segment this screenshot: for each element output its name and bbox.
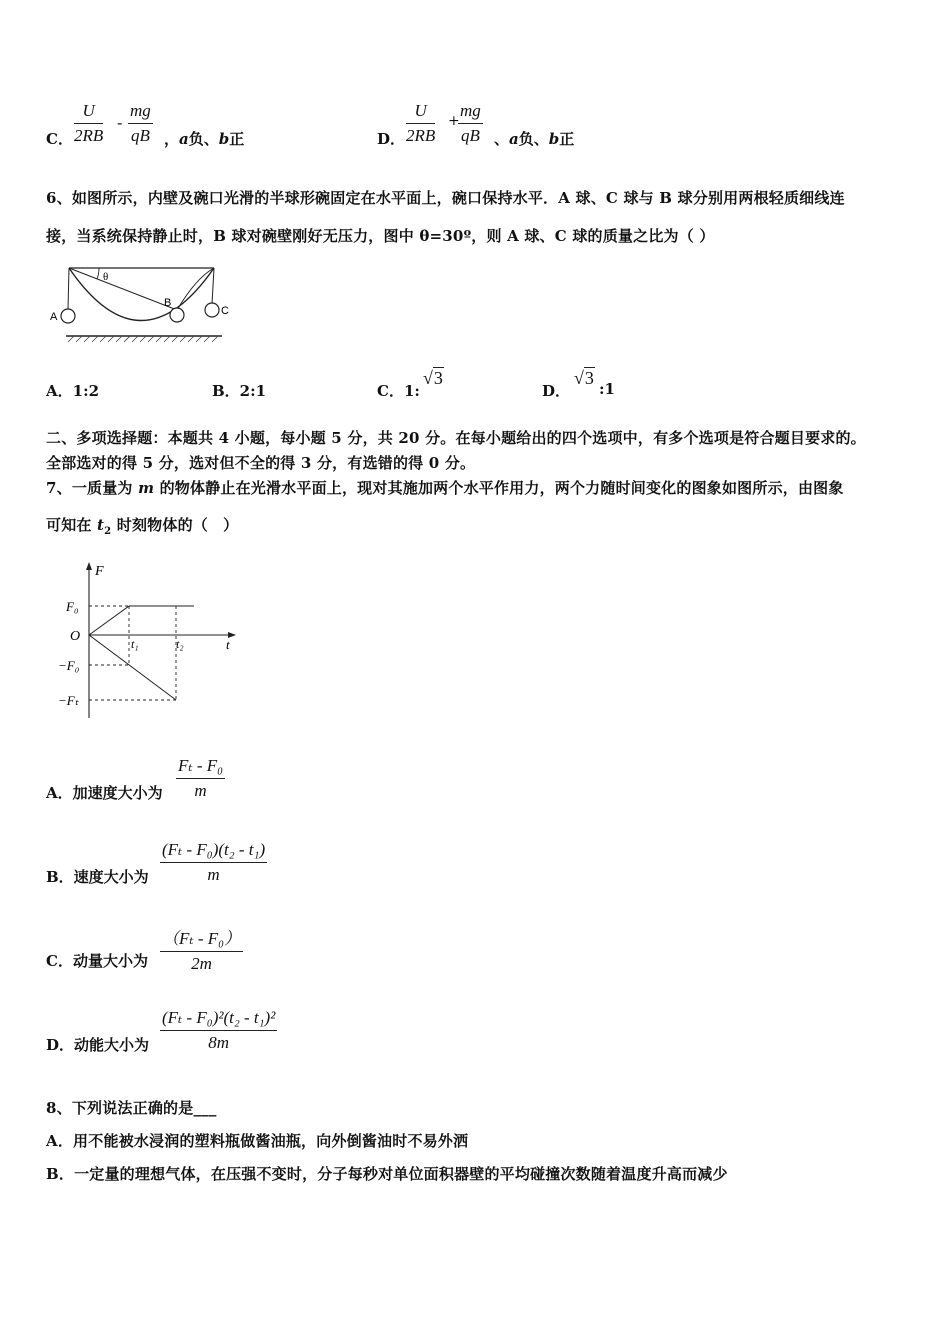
label-t1: t₁ [131,637,139,651]
q6-option-d-label: D． [542,382,571,400]
q5-option-c-label: C． [46,130,73,148]
label-f: F [95,564,104,579]
label-f0: F₀ [66,599,79,614]
q8-option-a: A．用不能被水浸润的塑料瓶做酱油瓶，向外倒酱油时不易外洒 [46,1132,469,1150]
q5-c-fraction-1: $\frac{U}{2RB}$ [74,101,104,145]
q7-stem-line-1: 7、一质量为 m 的物体静止在光滑水平面上，现对其施加两个水平作用力，两个力随时间变化的图象如图所示，由图象 [46,479,844,497]
q7-option-a-fraction: $\frac{\text{Fₜ - F₀}}{m}$ [178,756,224,800]
label-t2: t₂ [176,637,184,651]
q5-d-fraction-1: $\frac{U}{2RB}$ [406,101,436,145]
label-c: C [221,305,229,317]
q7-force-time-graph [54,560,239,720]
q7-stem-line-2: 可知在 $t_2$ 时刻物体的（ ） [46,516,239,537]
q5-c-fraction-2: $\frac{mg}{qB}$ [130,101,151,145]
q6-option-b: B．2:1 [212,382,267,400]
q7-option-b-fraction: $\frac{\text{(Fₜ - F₀)(t₂ - t₁)}}{m}$ [162,840,266,884]
q6-option-c-sqrt: √3 [423,368,443,388]
q5-d-fraction-2: $\frac{mg}{qB}$ [460,101,481,145]
section2-heading-line-2: 全部选对的得 5 分，选对但不全的得 3 分，有选错的得 0 分。 [46,454,476,472]
label-neg-ft: −Fₜ [58,693,79,708]
label-origin: O [70,629,81,644]
q5-c-operator: - [117,113,123,132]
label-t: t [226,637,230,652]
q6-option-a: A．1:2 [46,382,100,400]
q7-option-c-label: C．动量大小为 [46,952,148,970]
q7-option-d-fraction: $\frac{\text{(Fₜ - F₀)²(t₂ - t₁)²}}{8m}$ [162,1008,276,1052]
q6-bowl-figure [44,258,229,344]
q6-option-d-sqrt: √3 [574,368,594,388]
q6-stem-line-1: 6、如图所示，内壁及碗口光滑的半球形碗固定在水平面上，碗口保持水平．A 球、C 球与 B 球分别用两根轻质细线连 [46,189,845,207]
q5-d-tail: 、a负、b正 [494,130,575,148]
section2-heading-line-1: 二、多项选择题：本题共 4 小题，每小题 5 分，共 20 分。在每小题给出的四个选项中，有多个选项是符合题目要求的。 [46,429,866,447]
q6-stem-line-2: 接，当系统保持静止时，B 球对碗壁刚好无压力，图中 θ=30º，则 A 球、C 球的质量之比为（ ） [46,227,715,245]
label-a: A [50,311,58,323]
q6-option-d-tail: :1 [599,380,615,398]
q7-option-c-fraction: $\frac{\text{（Fₜ - F₀）}}{2m}$ [160,924,243,974]
ball-a [61,309,75,323]
q5-c-tail: ，a负、b正 [164,130,245,148]
q7-option-b-label: B．速度大小为 [46,868,149,886]
q6-option-c-label: C．1: [377,382,420,400]
q5-option-d-label: D． [377,130,406,148]
ball-c [205,303,219,317]
label-neg-f0: −F₀ [58,658,80,673]
q8-option-b: B．一定量的理想气体，在压强不变时，分子每秒对单位面积器壁的平均碰撞次数随着温度升高而减少 [46,1165,728,1183]
q8-stem: 8、下列说法正确的是___ [46,1099,217,1117]
label-b: B [164,297,172,309]
q7-option-a-label: A．加速度大小为 [46,784,163,802]
q5-d-operator: + [448,113,460,129]
q7-option-d-label: D．动能大小为 [46,1036,150,1054]
ball-b [170,308,184,322]
label-theta: θ [103,271,109,283]
